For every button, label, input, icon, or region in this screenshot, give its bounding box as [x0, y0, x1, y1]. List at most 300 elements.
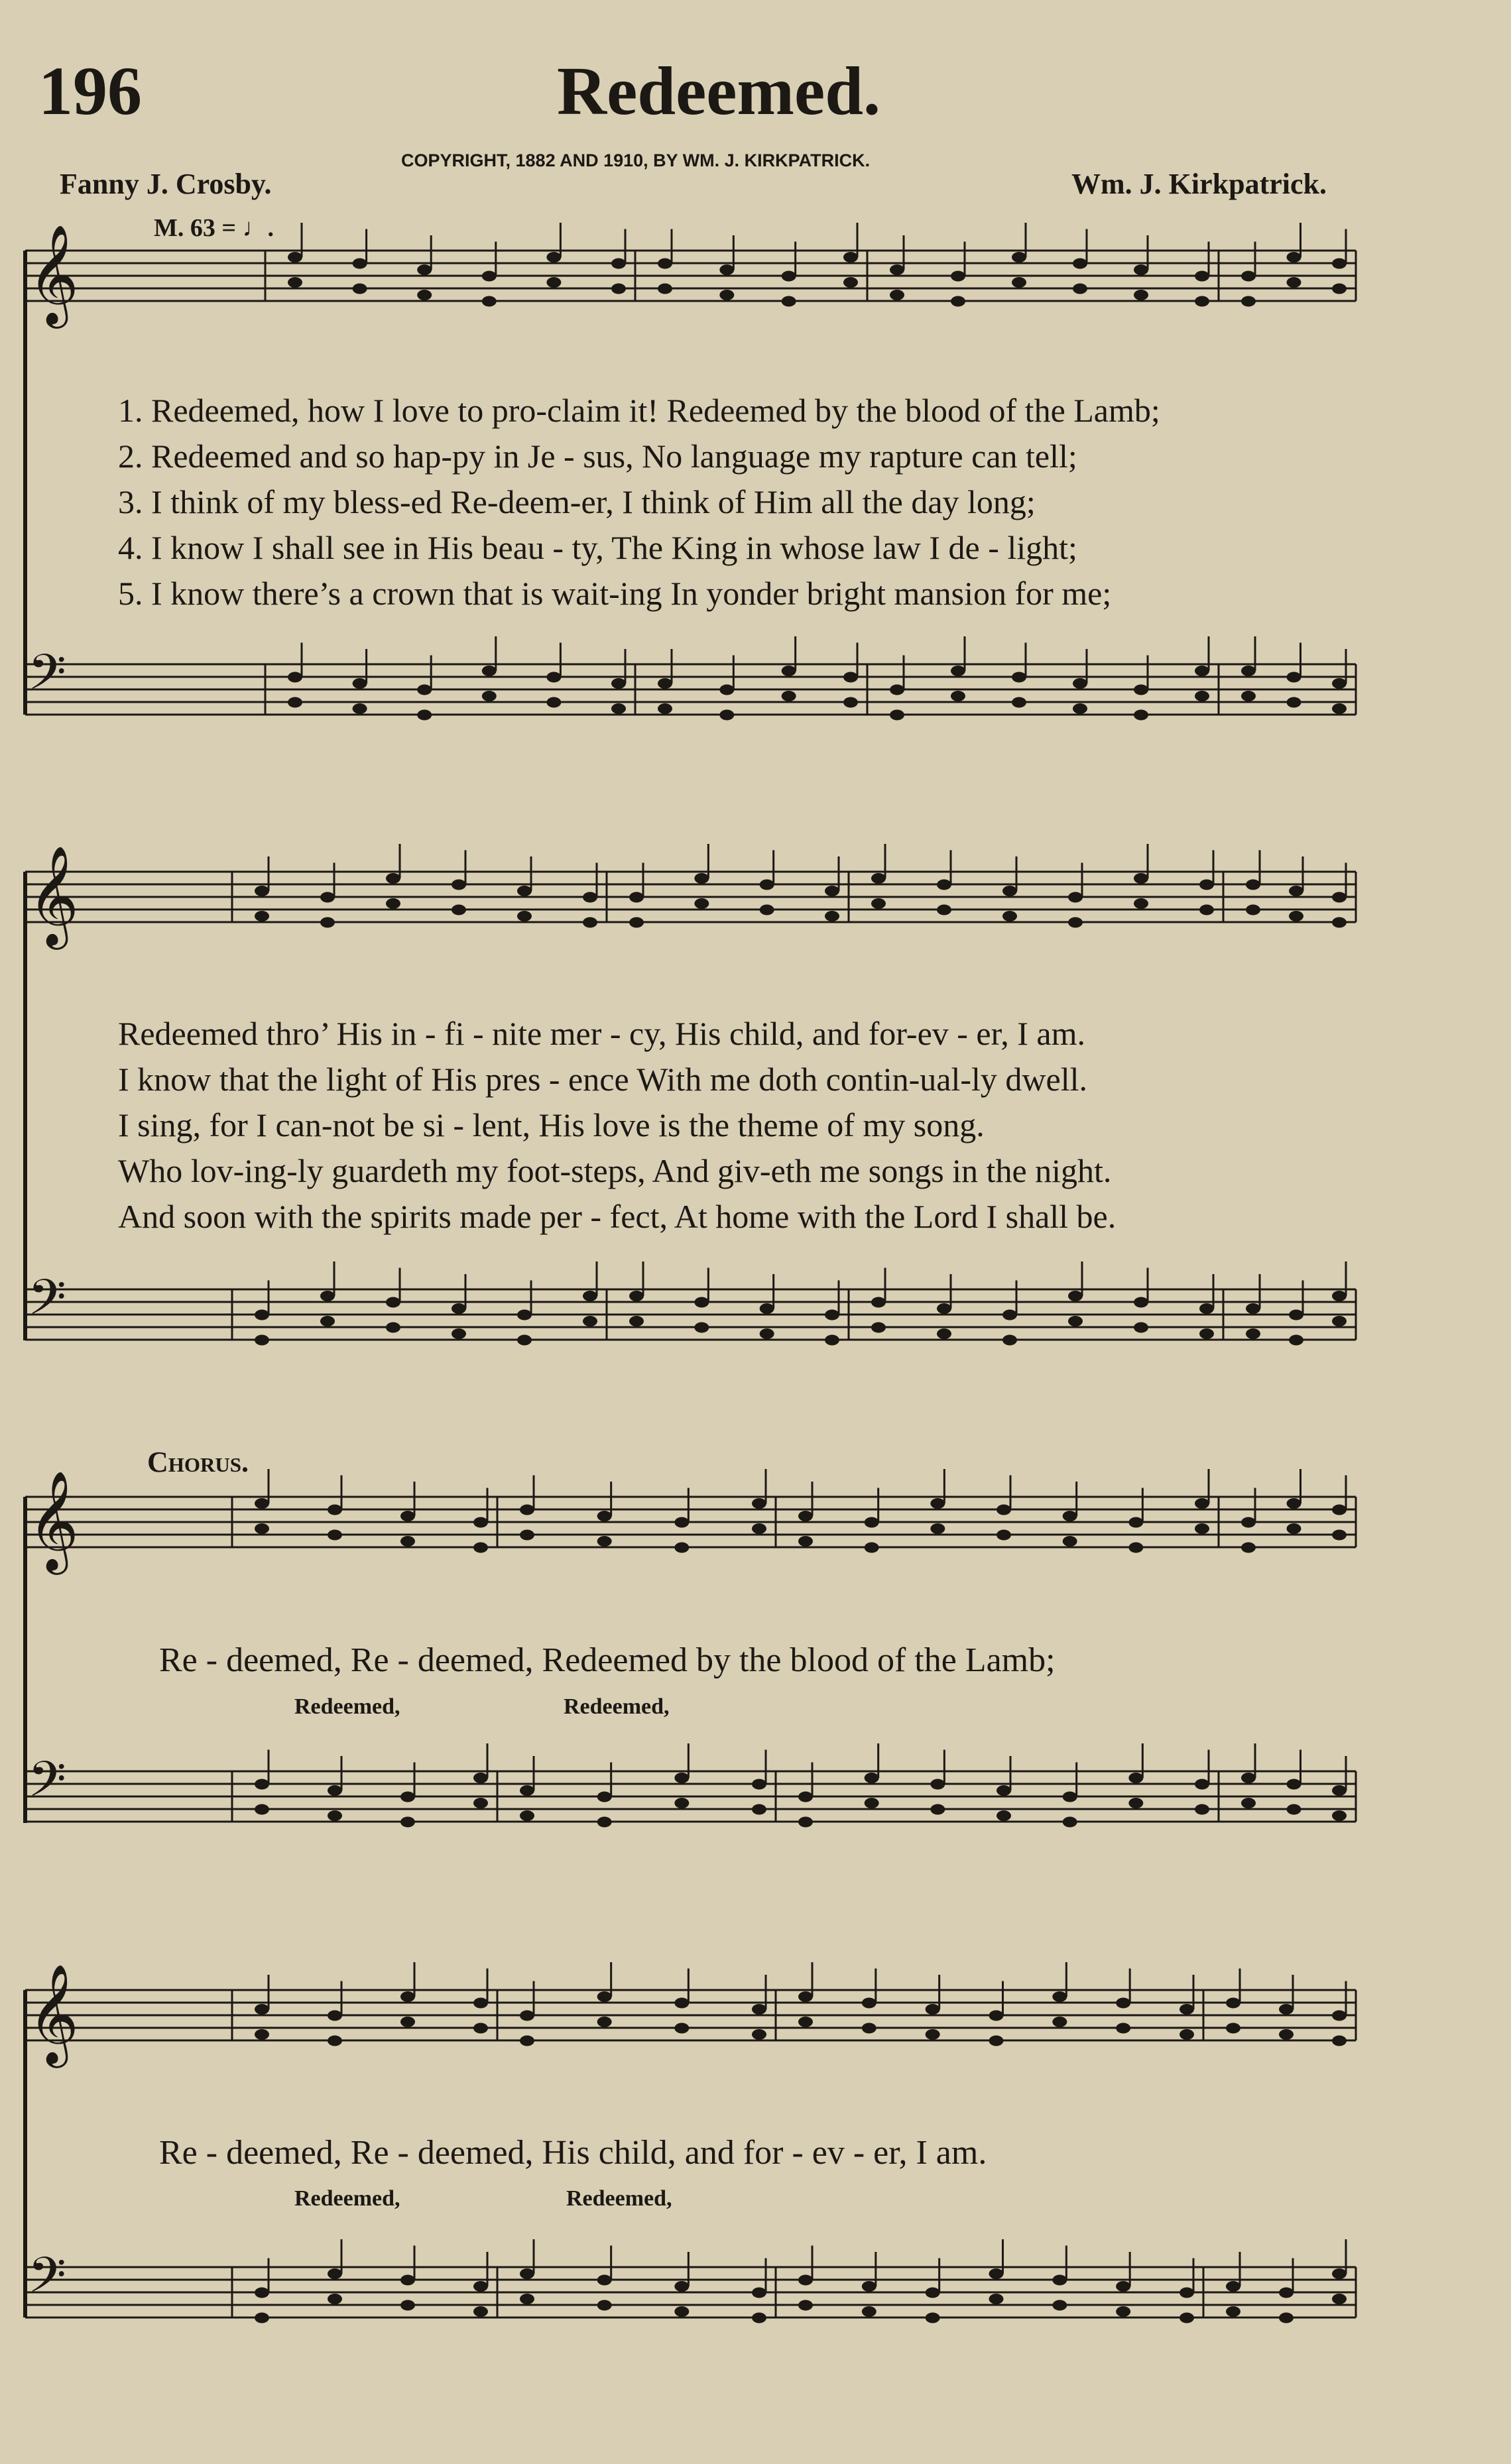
- note-head: [930, 1523, 945, 1534]
- note-head: [930, 1804, 945, 1815]
- bass-clef-icon: 𝄢: [28, 644, 66, 713]
- note-head: [1332, 2036, 1347, 2046]
- bass-clef-icon: 𝄢: [28, 1269, 66, 1338]
- verse-line: 3. I think of my bless-ed Re-deem-er, I think of Him all the day long;: [118, 483, 1036, 520]
- note-head: [597, 1511, 612, 1521]
- note-head: [1195, 1523, 1209, 1534]
- note-head: [1002, 1335, 1017, 1346]
- note-head: [1052, 2300, 1067, 2311]
- note-head: [520, 1810, 534, 1821]
- note-head: [400, 1792, 415, 1802]
- note-head: [752, 1523, 766, 1534]
- note-head: [517, 1310, 532, 1320]
- note-head: [862, 2281, 876, 2292]
- note-head: [760, 1328, 774, 1339]
- note-head: [452, 1303, 466, 1314]
- note-head: [843, 697, 858, 708]
- note-head: [1287, 1804, 1301, 1815]
- note-head: [951, 271, 965, 282]
- note-head: [989, 2036, 1004, 2046]
- note-head: [1195, 271, 1209, 282]
- note-head: [1332, 1785, 1347, 1796]
- note-head: [597, 2275, 612, 2286]
- note-head: [597, 1536, 612, 1547]
- note-head: [1287, 697, 1301, 708]
- note-head: [862, 1998, 876, 2009]
- note-head: [752, 1804, 766, 1815]
- copyright-notice: COPYRIGHT, 1882 AND 1910, BY WM. J. KIRKPATRICK.: [401, 150, 871, 170]
- note-head: [255, 1523, 269, 1534]
- note-head: [1134, 290, 1148, 300]
- note-head: [865, 1773, 879, 1783]
- bass-echo-label: Redeemed,: [566, 2186, 672, 2211]
- note-head: [320, 892, 335, 903]
- verse-line: Who lov-ing-ly guardeth my foot-steps, And giv-eth me songs in the night.: [118, 1152, 1112, 1189]
- note-head: [843, 252, 858, 263]
- note-head: [1289, 1310, 1303, 1320]
- note-head: [1332, 703, 1347, 714]
- note-head: [674, 2306, 689, 2317]
- note-head: [1134, 1322, 1148, 1333]
- note-head: [782, 666, 796, 676]
- note-head: [1287, 1523, 1301, 1534]
- note-head: [1179, 2313, 1194, 2323]
- note-head: [674, 1543, 689, 1553]
- note-head: [1332, 678, 1347, 689]
- note-head: [674, 2281, 689, 2292]
- note-head: [871, 873, 886, 884]
- note-head: [825, 886, 839, 896]
- treble-clef-icon: 𝄞: [28, 845, 79, 945]
- note-head: [1199, 880, 1214, 890]
- note-head: [997, 1810, 1011, 1821]
- note-head: [930, 1779, 945, 1790]
- note-head: [1128, 1543, 1143, 1553]
- note-head: [1199, 905, 1214, 915]
- note-head: [1068, 1316, 1083, 1326]
- note-head: [1116, 2306, 1130, 2317]
- note-head: [1332, 2011, 1347, 2021]
- note-head: [482, 271, 497, 282]
- chorus-label: Chorus.: [147, 1446, 249, 1478]
- note-head: [843, 672, 858, 683]
- note-head: [1279, 2004, 1294, 2015]
- note-head: [417, 685, 432, 695]
- note-head: [890, 710, 904, 721]
- note-head: [694, 873, 709, 884]
- note-head: [482, 691, 497, 701]
- note-head: [1134, 264, 1148, 275]
- note-head: [752, 2288, 766, 2298]
- note-head: [611, 284, 626, 294]
- note-head: [611, 703, 626, 714]
- note-head: [760, 1303, 774, 1314]
- verse-line: And soon with the spirits made per - fect, At home with the Lord I shall be.: [118, 1198, 1117, 1235]
- note-head: [1289, 886, 1303, 896]
- note-head: [1195, 1779, 1209, 1790]
- note-head: [694, 898, 709, 909]
- note-head: [798, 2017, 813, 2027]
- note-head: [1199, 1303, 1214, 1314]
- note-head: [353, 703, 367, 714]
- note-head: [255, 911, 269, 921]
- note-head: [871, 1322, 886, 1333]
- note-head: [1279, 2029, 1294, 2040]
- note-head: [1012, 697, 1026, 708]
- note-head: [782, 296, 796, 307]
- note-head: [1246, 1303, 1260, 1314]
- note-head: [1332, 2294, 1347, 2304]
- note-head: [1128, 1798, 1143, 1808]
- note-head: [862, 2306, 876, 2317]
- note-head: [997, 1505, 1011, 1515]
- note-head: [520, 2268, 534, 2279]
- note-head: [597, 1817, 612, 1828]
- note-head: [1179, 2288, 1194, 2298]
- bass-echo-label: Redeemed,: [294, 2186, 400, 2211]
- note-head: [1226, 2281, 1240, 2292]
- note-head: [328, 2011, 342, 2021]
- note-head: [583, 917, 597, 928]
- note-head: [1241, 691, 1256, 701]
- note-head: [1195, 666, 1209, 676]
- note-head: [517, 1335, 532, 1346]
- note-head: [1052, 2017, 1067, 2027]
- note-head: [1241, 1517, 1256, 1528]
- note-head: [1246, 1328, 1260, 1339]
- note-head: [937, 1303, 951, 1314]
- note-head: [1241, 1543, 1256, 1553]
- note-head: [386, 1322, 400, 1333]
- note-head: [417, 264, 432, 275]
- note-head: [1063, 1511, 1077, 1521]
- note-head: [798, 2275, 813, 2286]
- note-head: [926, 2004, 940, 2015]
- note-head: [611, 259, 626, 269]
- note-head: [546, 697, 561, 708]
- note-head: [1012, 252, 1026, 263]
- note-head: [597, 1991, 612, 2002]
- note-head: [1332, 917, 1347, 928]
- note-head: [629, 1316, 644, 1326]
- note-head: [862, 2023, 876, 2034]
- note-head: [520, 1530, 534, 1541]
- note-head: [937, 880, 951, 890]
- note-head: [452, 1328, 466, 1339]
- note-head: [674, 2023, 689, 2034]
- note-head: [546, 672, 561, 683]
- note-head: [782, 271, 796, 282]
- note-head: [1332, 2268, 1347, 2279]
- note-head: [328, 1530, 342, 1541]
- note-head: [752, 2004, 766, 2015]
- note-head: [1287, 1779, 1301, 1790]
- chorus-line-1: Re - deemed, Re - deemed, Redeemed by the blood of the Lamb;: [159, 1641, 1056, 1679]
- note-head: [674, 1998, 689, 2009]
- note-head: [473, 1543, 488, 1553]
- note-head: [951, 666, 965, 676]
- note-head: [597, 1792, 612, 1802]
- note-head: [890, 290, 904, 300]
- note-head: [719, 264, 734, 275]
- note-head: [473, 1998, 488, 2009]
- note-head: [1287, 672, 1301, 683]
- note-head: [1332, 1530, 1347, 1541]
- note-head: [752, 2029, 766, 2040]
- note-head: [865, 1543, 879, 1553]
- note-head: [473, 1798, 488, 1808]
- note-head: [1012, 277, 1026, 288]
- note-head: [328, 1785, 342, 1796]
- note-head: [658, 284, 672, 294]
- tempo-marking: M. 63 = ♩.: [154, 214, 274, 242]
- note-head: [926, 2313, 940, 2323]
- note-head: [320, 1316, 335, 1326]
- composer-credit: Wm. J. Kirkpatrick.: [1071, 168, 1327, 200]
- bass-clef-icon: 𝄢: [28, 2247, 66, 2316]
- note-head: [798, 1511, 813, 1521]
- note-head: [865, 1798, 879, 1808]
- note-head: [937, 1328, 951, 1339]
- note-head: [1226, 1998, 1240, 2009]
- note-head: [629, 917, 644, 928]
- note-head: [1068, 917, 1083, 928]
- note-head: [1002, 886, 1017, 896]
- note-head: [517, 886, 532, 896]
- note-head: [865, 1517, 879, 1528]
- bass-clef-icon: 𝄢: [28, 1751, 66, 1820]
- note-head: [1073, 284, 1087, 294]
- note-head: [798, 1991, 813, 2002]
- hymn-number: 196: [38, 53, 142, 129]
- note-head: [1241, 271, 1256, 282]
- note-head: [1134, 873, 1148, 884]
- note-head: [989, 2011, 1004, 2021]
- note-head: [843, 277, 858, 288]
- note-head: [937, 905, 951, 915]
- note-head: [825, 1310, 839, 1320]
- note-head: [1332, 892, 1347, 903]
- note-head: [926, 2029, 940, 2040]
- note-head: [1002, 911, 1017, 921]
- note-head: [719, 685, 734, 695]
- note-head: [629, 1291, 644, 1301]
- note-head: [1195, 296, 1209, 307]
- note-head: [328, 2036, 342, 2046]
- note-head: [1116, 2281, 1130, 2292]
- note-head: [328, 1810, 342, 1821]
- bass-echo-label: Redeemed,: [564, 1694, 670, 1719]
- note-head: [288, 277, 302, 288]
- note-head: [1289, 911, 1303, 921]
- note-head: [1073, 259, 1087, 269]
- note-head: [255, 2313, 269, 2323]
- note-head: [546, 277, 561, 288]
- note-head: [400, 1536, 415, 1547]
- note-head: [255, 1498, 269, 1509]
- note-head: [520, 1785, 534, 1796]
- note-head: [452, 880, 466, 890]
- note-head: [798, 1536, 813, 1547]
- note-head: [1226, 2023, 1240, 2034]
- note-head: [890, 264, 904, 275]
- note-head: [1073, 703, 1087, 714]
- note-head: [719, 710, 734, 721]
- note-head: [798, 2300, 813, 2311]
- note-head: [871, 898, 886, 909]
- note-head: [719, 290, 734, 300]
- note-head: [255, 1310, 269, 1320]
- note-head: [255, 1779, 269, 1790]
- note-head: [520, 1505, 534, 1515]
- note-head: [1073, 678, 1087, 689]
- note-head: [1226, 2306, 1240, 2317]
- note-head: [1002, 1310, 1017, 1320]
- note-head: [890, 685, 904, 695]
- note-head: [658, 259, 672, 269]
- note-head: [997, 1530, 1011, 1541]
- note-head: [1195, 1804, 1209, 1815]
- note-head: [1332, 1810, 1347, 1821]
- note-head: [1052, 2275, 1067, 2286]
- note-head: [482, 296, 497, 307]
- note-head: [1332, 1505, 1347, 1515]
- note-head: [386, 873, 400, 884]
- note-head: [255, 2288, 269, 2298]
- note-head: [825, 1335, 839, 1346]
- note-head: [798, 1792, 813, 1802]
- note-head: [353, 259, 367, 269]
- note-head: [1128, 1517, 1143, 1528]
- note-head: [926, 2288, 940, 2298]
- note-head: [1241, 666, 1256, 676]
- note-head: [1134, 1297, 1148, 1308]
- note-head: [517, 911, 532, 921]
- note-head: [1332, 259, 1347, 269]
- note-head: [1279, 2288, 1294, 2298]
- note-head: [473, 1517, 488, 1528]
- note-head: [353, 678, 367, 689]
- lyricist-credit: Fanny J. Crosby.: [60, 168, 272, 200]
- note-head: [400, 2017, 415, 2027]
- note-head: [629, 892, 644, 903]
- note-head: [951, 691, 965, 701]
- note-head: [1241, 1798, 1256, 1808]
- hymn-title: Redeemed.: [557, 53, 881, 129]
- note-head: [400, 1991, 415, 2002]
- note-head: [583, 1316, 597, 1326]
- note-head: [452, 905, 466, 915]
- note-head: [473, 2306, 488, 2317]
- note-head: [951, 296, 965, 307]
- note-head: [328, 2294, 342, 2304]
- note-head: [1241, 296, 1256, 307]
- note-head: [674, 1773, 689, 1783]
- note-head: [583, 1291, 597, 1301]
- treble-clef-icon: 𝄞: [28, 1470, 79, 1570]
- note-head: [1289, 1335, 1303, 1346]
- note-head: [400, 1817, 415, 1828]
- note-head: [752, 2313, 766, 2323]
- note-head: [255, 1335, 269, 1346]
- note-head: [658, 703, 672, 714]
- note-head: [752, 1498, 766, 1509]
- note-head: [1063, 1792, 1077, 1802]
- note-head: [825, 911, 839, 921]
- note-head: [760, 880, 774, 890]
- note-head: [760, 905, 774, 915]
- verse-line: I sing, for I can-not be si - lent, His love is the theme of my song.: [118, 1106, 985, 1144]
- note-head: [353, 284, 367, 294]
- bass-echo-label: Redeemed,: [294, 1694, 400, 1719]
- note-head: [1246, 880, 1260, 890]
- verse-line: 4. I know I shall see in His beau - ty, The King in whose law I de - light;: [118, 529, 1077, 566]
- note-head: [1195, 691, 1209, 701]
- note-head: [1279, 2313, 1294, 2323]
- note-head: [1287, 1498, 1301, 1509]
- note-head: [473, 1773, 488, 1783]
- note-head: [255, 886, 269, 896]
- note-head: [473, 2023, 488, 2034]
- verse-line: 2. Redeemed and so hap-py in Je - sus, No language my rapture can tell;: [118, 438, 1077, 475]
- verse-lyrics-part2: [118, 1011, 1116, 1240]
- note-head: [997, 1785, 1011, 1796]
- note-head: [1128, 1773, 1143, 1783]
- note-head: [752, 1779, 766, 1790]
- note-head: [255, 2004, 269, 2015]
- note-head: [1195, 1498, 1209, 1509]
- note-head: [255, 1804, 269, 1815]
- note-head: [417, 710, 432, 721]
- note-head: [1332, 1291, 1347, 1301]
- treble-clef-icon: 𝄞: [28, 223, 79, 324]
- note-head: [417, 290, 432, 300]
- verse-line: I know that the light of His pres - ence With me doth contin-ual-ly dwell.: [118, 1061, 1088, 1098]
- note-head: [1287, 277, 1301, 288]
- note-head: [1332, 1316, 1347, 1326]
- note-head: [1068, 892, 1083, 903]
- note-head: [520, 2036, 534, 2046]
- note-head: [989, 2294, 1004, 2304]
- note-head: [930, 1498, 945, 1509]
- note-head: [400, 2300, 415, 2311]
- treble-clef-icon: 𝄞: [28, 1963, 79, 2064]
- note-head: [386, 1297, 400, 1308]
- note-head: [1332, 284, 1347, 294]
- note-head: [1063, 1817, 1077, 1828]
- chorus-line-2: Re - deemed, Re - deemed, His child, and for - ev - er, I am.: [159, 2134, 987, 2172]
- note-head: [1134, 685, 1148, 695]
- note-head: [520, 2294, 534, 2304]
- note-head: [1012, 672, 1026, 683]
- note-head: [798, 1817, 813, 1828]
- note-head: [482, 666, 497, 676]
- note-head: [320, 917, 335, 928]
- note-head: [583, 892, 597, 903]
- verse-line: 5. I know there’s a crown that is wait-ing In yonder bright mansion for me;: [118, 575, 1112, 612]
- note-head: [1134, 898, 1148, 909]
- note-head: [328, 2268, 342, 2279]
- note-head: [1134, 710, 1148, 721]
- note-head: [1199, 1328, 1214, 1339]
- note-head: [989, 2268, 1004, 2279]
- note-head: [694, 1322, 709, 1333]
- verse-lyrics-part1: [118, 388, 1160, 616]
- note-head: [674, 1798, 689, 1808]
- note-head: [1116, 2023, 1130, 2034]
- note-head: [1287, 252, 1301, 263]
- note-head: [1052, 1991, 1067, 2002]
